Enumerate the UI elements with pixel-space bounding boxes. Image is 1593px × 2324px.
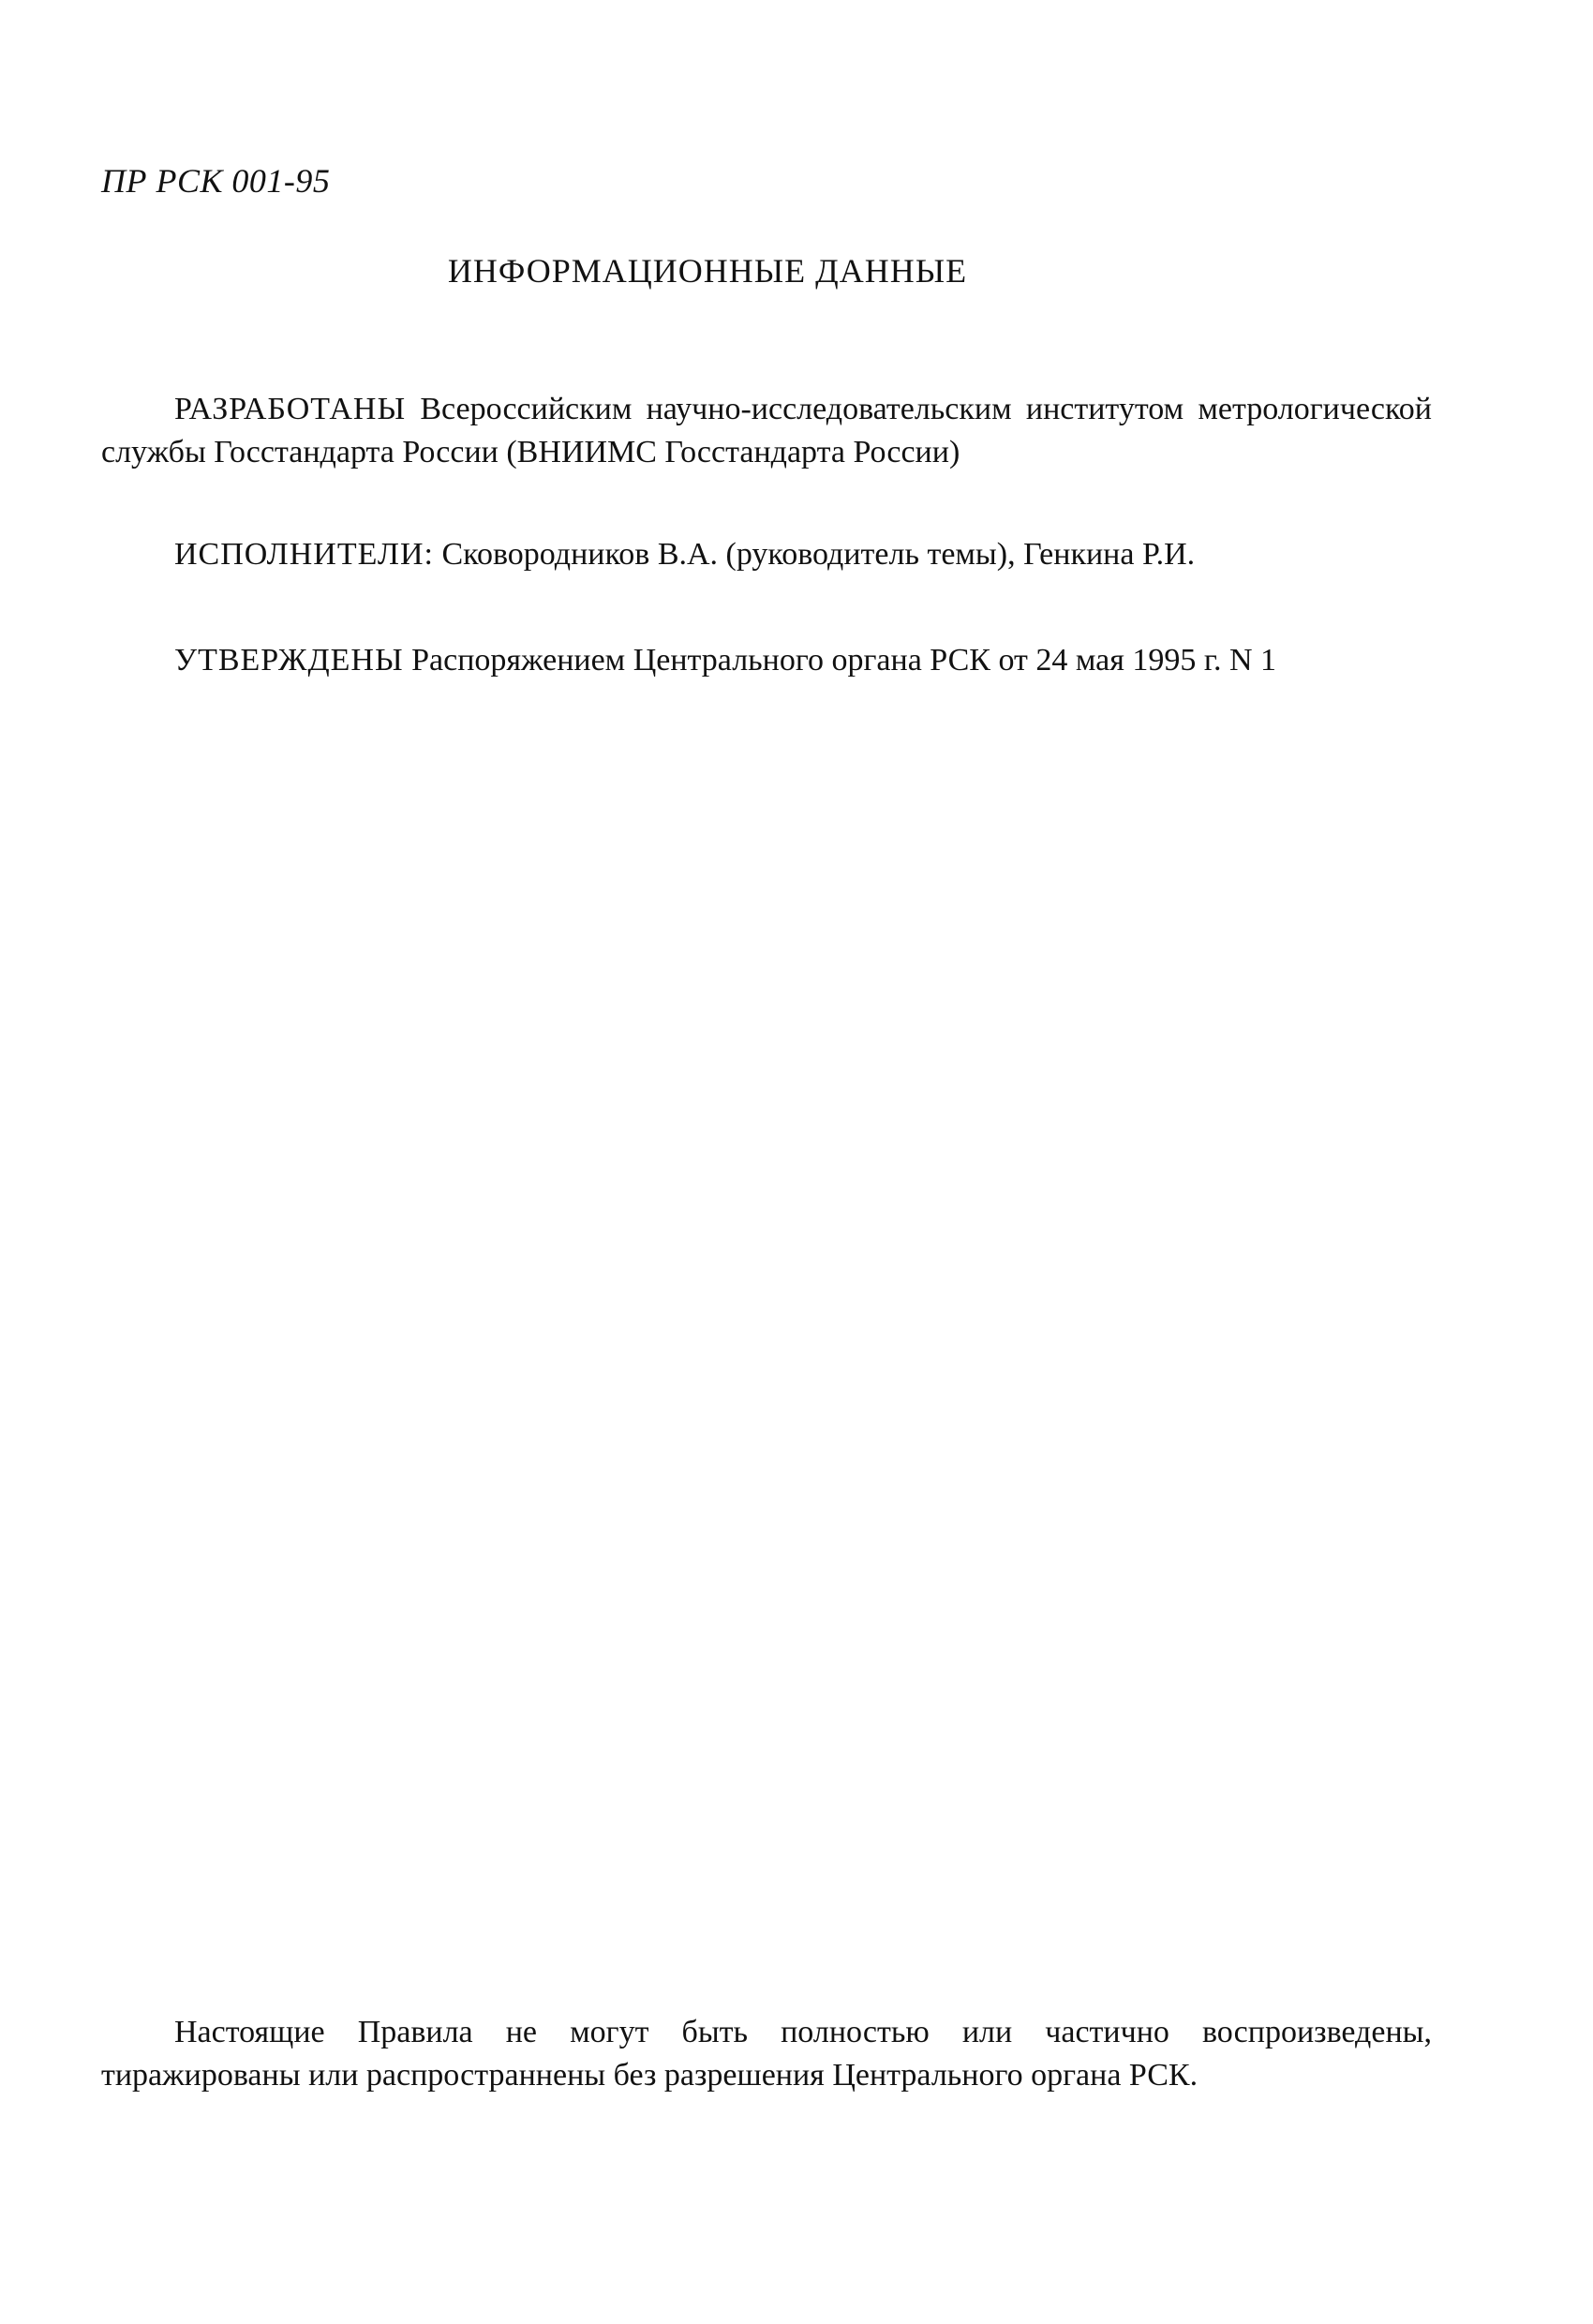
executors-label: ИСПОЛНИТЕЛИ: [174,537,434,572]
executors-paragraph [101,533,1432,576]
page-title: ИНФОРМАЦИОННЫЕ ДАННЫЕ [447,252,968,290]
developed-paragraph [101,388,1432,474]
approved-text: Распоряжением Центрального органа РСК от 24 мая 1995 г. N 1 [411,643,1277,678]
copyright-notice: Настоящие Правила не могут быть полностью или частично воспроизведены, тиражированы или распространнены без разрешения Центрального органа РСК. [101,2015,1432,2093]
approved-paragraph [101,639,1432,682]
developed-text: Всероссийским научно-исследовательским институтом метрологической службы Госстандарта России (ВНИИМС Госстандарта России) [101,392,1432,469]
document-code: ПР РСК 001-95 [101,162,331,200]
executors-text: Сковородников В.А. (руководитель темы), Генкина Р.И. [441,537,1196,572]
approved-label: УТВЕРЖДЕНЫ [174,643,404,678]
developed-label: РАЗРАБОТАНЫ [174,392,407,426]
